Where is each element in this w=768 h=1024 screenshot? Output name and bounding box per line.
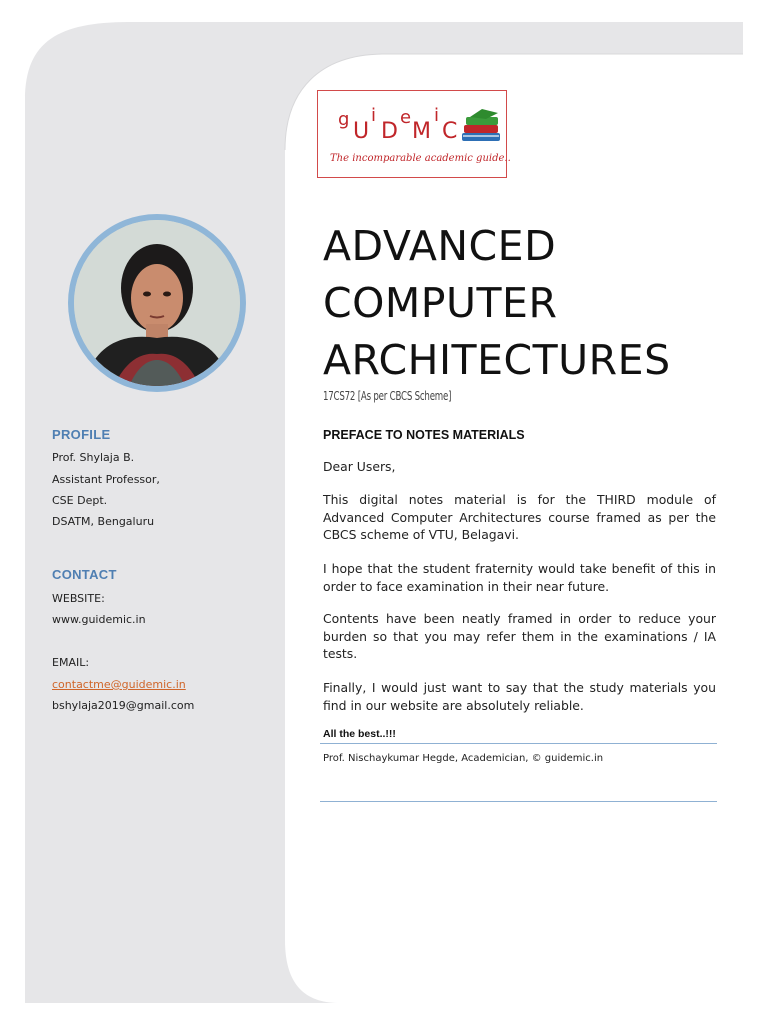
logo-letter: M bbox=[412, 119, 431, 144]
logo-letter: C bbox=[442, 119, 458, 144]
title-line: COMPUTER bbox=[323, 279, 558, 327]
preface-heading: PREFACE TO NOTES MATERIALS bbox=[323, 428, 525, 442]
logo-letter: g bbox=[338, 109, 350, 130]
logo-wordmark bbox=[338, 105, 458, 144]
paragraph: I hope that the student fraternity would take benefit of this in order to face examination in their near future. bbox=[323, 561, 716, 594]
logo-letter: D bbox=[381, 119, 398, 144]
avatar bbox=[74, 220, 240, 386]
logo-letter: i bbox=[371, 105, 377, 126]
logo-letter: e bbox=[400, 107, 412, 128]
guidemic-logo bbox=[317, 90, 511, 178]
sign-off: All the best..!!! bbox=[323, 728, 396, 740]
logo-letter: i bbox=[434, 105, 440, 126]
email-secondary: bshylaja2019@gmail.com bbox=[52, 699, 195, 712]
email-link-primary[interactable]: contactme@guidemic.in bbox=[52, 678, 186, 691]
title-line: ADVANCED bbox=[323, 222, 557, 270]
title-line: ARCHITECTURES bbox=[323, 336, 671, 384]
paragraph: Finally, I would just want to say that the study materials you find in our website are absolutely reliable. bbox=[323, 680, 716, 713]
website-link[interactable]: www.guidemic.in bbox=[52, 613, 146, 626]
logo-letter: U bbox=[353, 119, 370, 144]
profile-department: CSE Dept. bbox=[52, 494, 108, 507]
profile-photo-frame bbox=[68, 214, 246, 392]
course-code: 17CS72 [As per CBCS Scheme] bbox=[323, 389, 452, 403]
paragraph: This digital notes material is for the THIRD module of Advanced Computer Architectures course framed as per the CBCS scheme of VTU, Belagavi. bbox=[323, 492, 716, 542]
profile-institution: DSATM, Bengaluru bbox=[52, 515, 155, 528]
logo-tagline: The incomparable academic guide.. bbox=[330, 153, 511, 164]
books-icon bbox=[460, 107, 502, 143]
email-label: EMAIL: bbox=[52, 656, 90, 669]
greeting: Dear Users, bbox=[323, 459, 396, 474]
profile-heading: PROFILE bbox=[52, 427, 111, 442]
portrait-image bbox=[74, 220, 240, 386]
divider bbox=[320, 743, 717, 744]
website-label: WEBSITE: bbox=[52, 592, 105, 605]
profile-designation: Assistant Professor, bbox=[52, 473, 160, 486]
divider bbox=[320, 801, 717, 802]
signature: Prof. Nischaykumar Hegde, Academician, © guidemic.in bbox=[323, 753, 604, 764]
paragraph: Contents have been neatly framed in order to reduce your burden so that you may refer them in the examinations / IA tests. bbox=[323, 611, 716, 661]
document-title bbox=[323, 218, 743, 389]
profile-name: Prof. Shylaja B. bbox=[52, 451, 135, 464]
contact-heading: CONTACT bbox=[52, 567, 117, 582]
